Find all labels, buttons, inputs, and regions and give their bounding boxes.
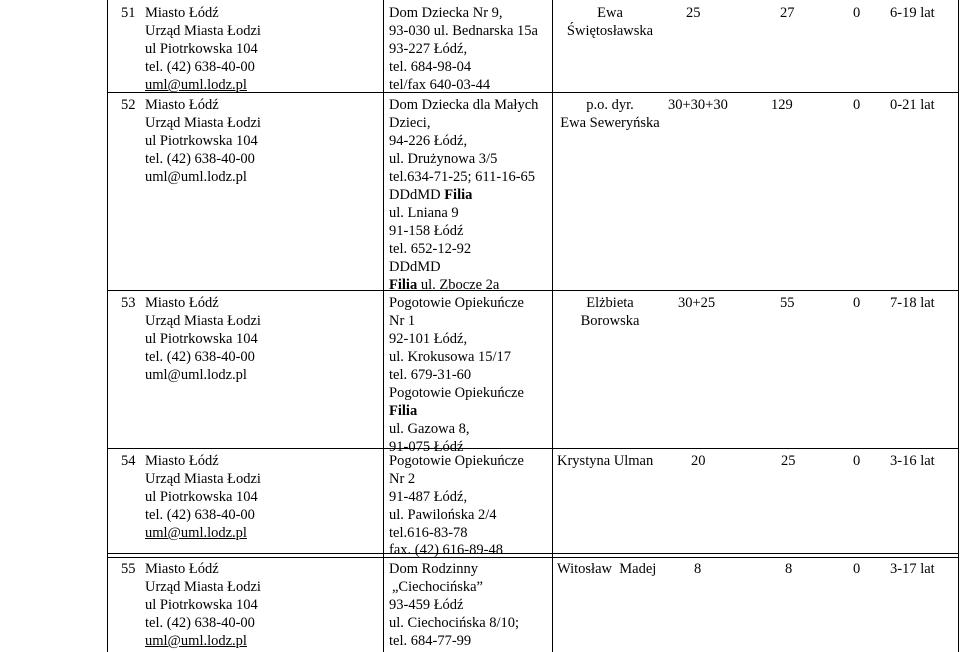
branch-prefix: DDdMD bbox=[389, 187, 441, 203]
org-line: ul Piotrkowska 104 bbox=[145, 41, 258, 57]
email-link[interactable]: uml@uml.lodz.pl bbox=[145, 525, 247, 541]
org-line: Miasto Łódź bbox=[145, 5, 219, 21]
branch-filia: Filia bbox=[389, 403, 418, 419]
facility-line: ul. Lniana 9 bbox=[389, 205, 459, 221]
grid-line-h3 bbox=[107, 448, 959, 449]
org-line: Urząd Miasta Łodzi bbox=[145, 579, 261, 595]
branch-address: ul. Zbocze 2a bbox=[420, 277, 500, 293]
facility-line: 91-075 Łódź bbox=[389, 439, 464, 455]
grid-line-h4 bbox=[107, 553, 959, 554]
org-line: Miasto Łódź bbox=[145, 97, 219, 113]
director-name: Krystyna Ulman bbox=[557, 453, 654, 469]
facility-line: 93-030 ul. Bednarska 15a bbox=[389, 23, 538, 39]
facility-line: ul. Ciechocińska 8/10; bbox=[389, 615, 520, 631]
facility-line: Dom Dziecka Nr 9, bbox=[389, 5, 503, 21]
branch-label bbox=[389, 276, 499, 294]
age-range: 3-17 lat bbox=[890, 561, 935, 577]
zero-value: 0 bbox=[853, 295, 861, 311]
grid-line-h2 bbox=[107, 290, 959, 291]
org-line: Urząd Miasta Łodzi bbox=[145, 23, 261, 39]
facility-line: ul. Pawilońska 2/4 bbox=[389, 507, 497, 523]
row-number: 52 bbox=[121, 97, 136, 113]
facility-line: tel. 652-12-92 bbox=[389, 241, 472, 257]
age-range: 6-19 lat bbox=[890, 5, 935, 21]
org-line: tel. (42) 638-40-00 bbox=[145, 151, 255, 167]
children-value: 8 bbox=[785, 561, 793, 577]
email-link[interactable]: uml@uml.lodz.pl bbox=[145, 77, 247, 93]
facility-line: tel/fax 640-03-44 bbox=[389, 77, 491, 93]
facility-line: tel.616-83-78 bbox=[389, 525, 468, 541]
facility-line: tel. 679-31-60 bbox=[389, 367, 472, 383]
facility-line: Pogotowie Opiekuńcze bbox=[389, 385, 524, 401]
places-value: 20 bbox=[691, 453, 706, 469]
facility-line: „Ciechocińska” bbox=[392, 579, 483, 595]
places-value: 30+30+30 bbox=[668, 97, 728, 113]
places-value: 25 bbox=[686, 5, 701, 21]
zero-value: 0 bbox=[853, 453, 861, 469]
facility-line: 93-227 Łódź, bbox=[389, 41, 468, 57]
director-name: Witosław Madej bbox=[557, 561, 657, 577]
row-number: 53 bbox=[121, 295, 136, 311]
facility-line: tel.634-71-25; 611-16-65 bbox=[389, 169, 536, 185]
children-value: 27 bbox=[780, 5, 795, 21]
org-line: Urząd Miasta Łodzi bbox=[145, 471, 261, 487]
facility-line: tel. 684-98-04 bbox=[389, 59, 472, 75]
director-name: Ewa bbox=[597, 5, 623, 21]
director-name: Świętosławska bbox=[566, 23, 654, 39]
facility-line: ul. Gazowa 8, bbox=[389, 421, 470, 437]
facility-line: DDdMD bbox=[389, 259, 441, 275]
grid-line-v2 bbox=[552, 0, 553, 652]
director-name: Ewa Seweryńska bbox=[560, 115, 660, 131]
grid-line-v1 bbox=[383, 0, 384, 652]
org-line: tel. (42) 638-40-00 bbox=[145, 59, 255, 75]
facility-line: Dom Rodzinny bbox=[389, 561, 479, 577]
grid-line-v0 bbox=[107, 0, 108, 652]
org-line: Miasto Łódź bbox=[145, 453, 219, 469]
facility-line: tel. 684-77-99 bbox=[389, 633, 472, 649]
age-range: 0-21 lat bbox=[890, 97, 935, 113]
facility-line: Pogotowie Opiekuńcze bbox=[389, 295, 524, 311]
org-line: tel. (42) 638-40-00 bbox=[145, 507, 255, 523]
places-value: 8 bbox=[694, 561, 702, 577]
grid-line-h5 bbox=[107, 557, 959, 558]
zero-value: 0 bbox=[853, 97, 861, 113]
children-value: 129 bbox=[771, 97, 793, 113]
facility-line: 93-459 Łódź bbox=[389, 597, 464, 613]
children-value: 55 bbox=[780, 295, 795, 311]
facility-line: 92-101 Łódź, bbox=[389, 331, 468, 347]
row-number: 54 bbox=[121, 453, 136, 469]
facility-line: Nr 2 bbox=[389, 471, 416, 487]
facility-line: ul. Krokusowa 15/17 bbox=[389, 349, 512, 365]
email-text: uml@uml.lodz.pl bbox=[145, 367, 247, 383]
facility-line: fax. (42) 616-89-48 bbox=[389, 542, 503, 558]
grid-line-v3 bbox=[958, 0, 959, 652]
org-line: tel. (42) 638-40-00 bbox=[145, 349, 255, 365]
director-title: p.o. dyr. bbox=[586, 97, 634, 113]
org-line: ul Piotrkowska 104 bbox=[145, 489, 258, 505]
age-range: 3-16 lat bbox=[890, 453, 935, 469]
facility-line: 91-158 Łódź bbox=[389, 223, 464, 239]
zero-value: 0 bbox=[853, 561, 861, 577]
org-line: ul Piotrkowska 104 bbox=[145, 597, 258, 613]
org-line: ul Piotrkowska 104 bbox=[145, 133, 258, 149]
facility-line: Nr 1 bbox=[389, 313, 416, 329]
branch-filia: Filia bbox=[444, 187, 473, 203]
org-line: ul Piotrkowska 104 bbox=[145, 331, 258, 347]
row-number: 51 bbox=[121, 5, 136, 21]
org-line: tel. (42) 638-40-00 bbox=[145, 615, 255, 631]
branch-label bbox=[389, 186, 472, 204]
director-name: Elżbieta bbox=[586, 295, 634, 311]
org-line: Miasto Łódź bbox=[145, 295, 219, 311]
facility-line: Pogotowie Opiekuńcze bbox=[389, 453, 524, 469]
facility-line: 91-487 Łódź, bbox=[389, 489, 468, 505]
facility-line: ul. Drużynowa 3/5 bbox=[389, 151, 498, 167]
org-line: Miasto Łódź bbox=[145, 561, 219, 577]
children-value: 25 bbox=[781, 453, 796, 469]
facility-line: Dzieci, bbox=[389, 115, 431, 131]
facility-line: 94-226 Łódź, bbox=[389, 133, 468, 149]
email-text: uml@uml.lodz.pl bbox=[145, 169, 247, 185]
zero-value: 0 bbox=[853, 5, 861, 21]
org-line: Urząd Miasta Łodzi bbox=[145, 115, 261, 131]
age-range: 7-18 lat bbox=[890, 295, 935, 311]
branch-filia: Filia bbox=[389, 277, 418, 293]
places-value: 30+25 bbox=[678, 295, 716, 311]
org-line: Urząd Miasta Łodzi bbox=[145, 313, 261, 329]
facility-line: Dom Dziecka dla Małych bbox=[389, 97, 539, 113]
row-number: 55 bbox=[121, 561, 136, 577]
email-link[interactable]: uml@uml.lodz.pl bbox=[145, 633, 247, 649]
director-name: Borowska bbox=[580, 313, 640, 329]
